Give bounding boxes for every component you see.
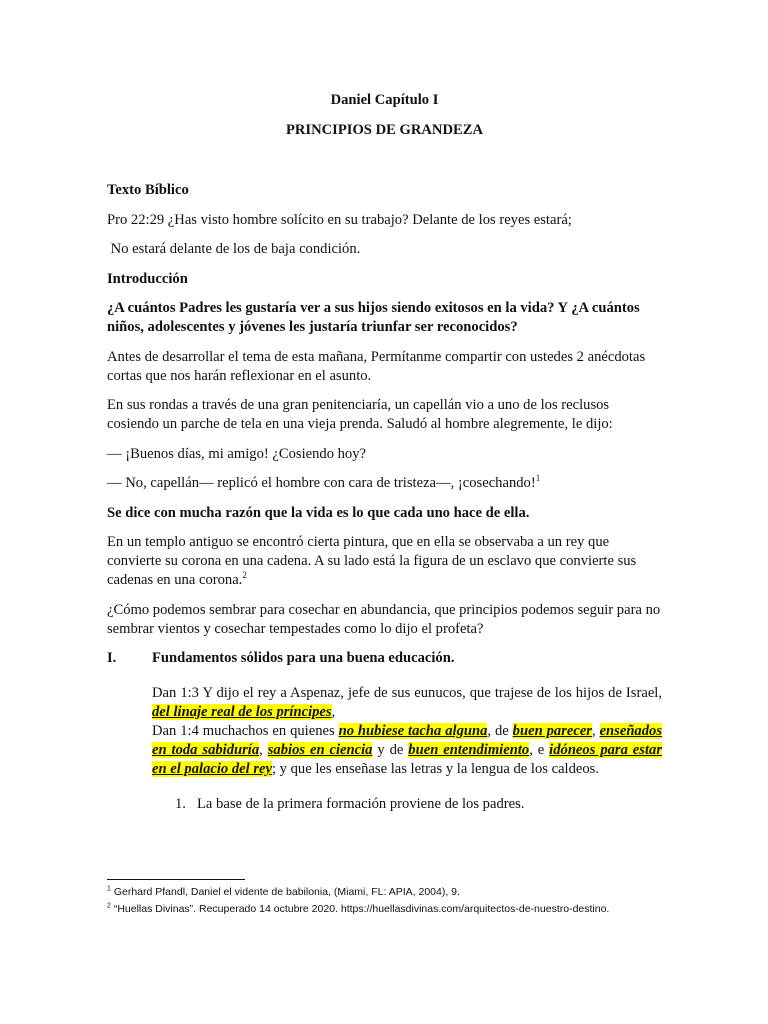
footnote-2: [107, 901, 647, 918]
list-item-text: La base de la primera formación proviene de los padres.: [197, 796, 525, 812]
paragraph-como: ¿Cómo podemos sembrar para cosechar en abundancia, que principios podemos seguir para no sembrar vientos y cosechar tempestades como lo dijo el profeta?: [107, 601, 661, 637]
sep-de: , de: [487, 723, 513, 739]
texto-biblico-heading: Texto Bíblico: [107, 182, 189, 198]
paragraph-antes: Antes de desarrollar el tema de esta mañana, Permítanme compartir con ustedes 2 anécdotas cortas que nos harán reflexionar en el asunto.: [107, 348, 646, 384]
dialog-line-2: [107, 474, 662, 493]
highlight-ensenados: enseñados en toda sabiduría: [152, 723, 662, 758]
dan-1-3-end: ,: [331, 704, 336, 720]
intro-question: ¿A cuántos Padres les gustaría ver a sus hijos siendo exitosos en la vida? Y ¿A cuántos niños, adolescentes y jóvenes les justaría triunfar ser reconocidos?: [107, 300, 640, 335]
document-title: Daniel Capítulo I: [330, 92, 439, 108]
scripture-block: [107, 684, 662, 779]
footnote-1: [107, 884, 647, 901]
section-heading-1: [107, 649, 662, 668]
dan-1-4-text: Dan 1:4 muchachos en quienes: [152, 723, 339, 739]
document-subtitle: PRINCIPIOS DE GRANDEZA: [285, 122, 484, 138]
section-title: Fundamentos sólidos para una buena educación.: [152, 650, 455, 666]
footnote-ref-2[interactable]: 2: [242, 570, 247, 581]
highlight-idoneos: idóneos para estar en el palacio del rey: [152, 742, 662, 777]
footnote-separator: [107, 879, 245, 880]
highlight-entendimiento: buen entendimiento: [408, 742, 530, 758]
footnote-1-mark: 1: [107, 885, 111, 893]
footnote-ref-1[interactable]: 1: [535, 473, 541, 484]
footnote-1-text: Gerhard Pfandl, Daniel el vidente de babilonia, (Miami, FL: APIA, 2004), 9.: [110, 886, 460, 898]
verse-line-1: Pro 22:29 ¿Has visto hombre solícito en su trabajo? Delante de los reyes estará;: [107, 211, 572, 228]
dan-1-3-line: [152, 684, 662, 722]
dan-1-3-text: Dan 1:3 Y dijo el rey a Aspenaz, jefe de sus eunucos, que trajese de los hijos de Israel,: [152, 685, 662, 701]
list-item-1: [107, 795, 662, 814]
document-body: [107, 181, 662, 814]
intro-heading: Introducción: [107, 270, 188, 287]
bold-statement: Se dice con mucha razón que la vida es lo que cada uno hace de ella.: [107, 504, 530, 521]
list-item-number: 1.: [175, 796, 186, 812]
section-number: I.: [107, 650, 117, 666]
sep-comma-1: ,: [591, 723, 600, 739]
highlight-sabios: sabios en ciencia: [267, 742, 373, 758]
dan-1-4-line: [152, 722, 662, 779]
paragraph-templo-text: En un templo antiguo se encontró cierta pintura, que en ella se observaba a un rey que convierte su corona en una cadena. A su lado está la figura de un esclavo que convierte sus cadenas en una corona.: [107, 534, 637, 588]
highlight-parecer: buen parecer: [512, 723, 592, 739]
footnote-2-mark: 2: [107, 902, 111, 910]
paragraph-templo: [107, 533, 662, 590]
verse-line-2: No estará delante de los de baja condición.: [107, 241, 361, 257]
highlight-linaje: del linaje real de los príncipes: [152, 704, 332, 720]
paragraph-rondas: En sus rondas a través de una gran penitenciaría, un capellán vio a uno de los reclusos cosiendo un parche de tela en una vieja prenda. Saludó al hombre alegremente, le dijo:: [107, 397, 613, 432]
footnote-2-text: “Huellas Divinas”. Recuperado 14 octubre 2020. https://huellasdivinas.com/arquitectos-de-nuestro-destino.: [110, 903, 610, 915]
dan-1-4-end: ; y que les enseñase las letras y la lengua de los caldeos.: [271, 761, 600, 777]
dialog-line-1: — ¡Buenos días, mi amigo! ¿Cosiendo hoy?: [107, 445, 367, 462]
dialog-line-2-text: — No, capellán— replicó el hombre con cara de tristeza—, ¡cosechando!: [107, 475, 536, 491]
highlight-tacha: no hubiese tacha alguna: [338, 723, 488, 739]
sep-y-de: y de: [372, 742, 409, 758]
sep-comma-2: ,: [259, 742, 268, 758]
sep-e: , e: [529, 742, 550, 758]
